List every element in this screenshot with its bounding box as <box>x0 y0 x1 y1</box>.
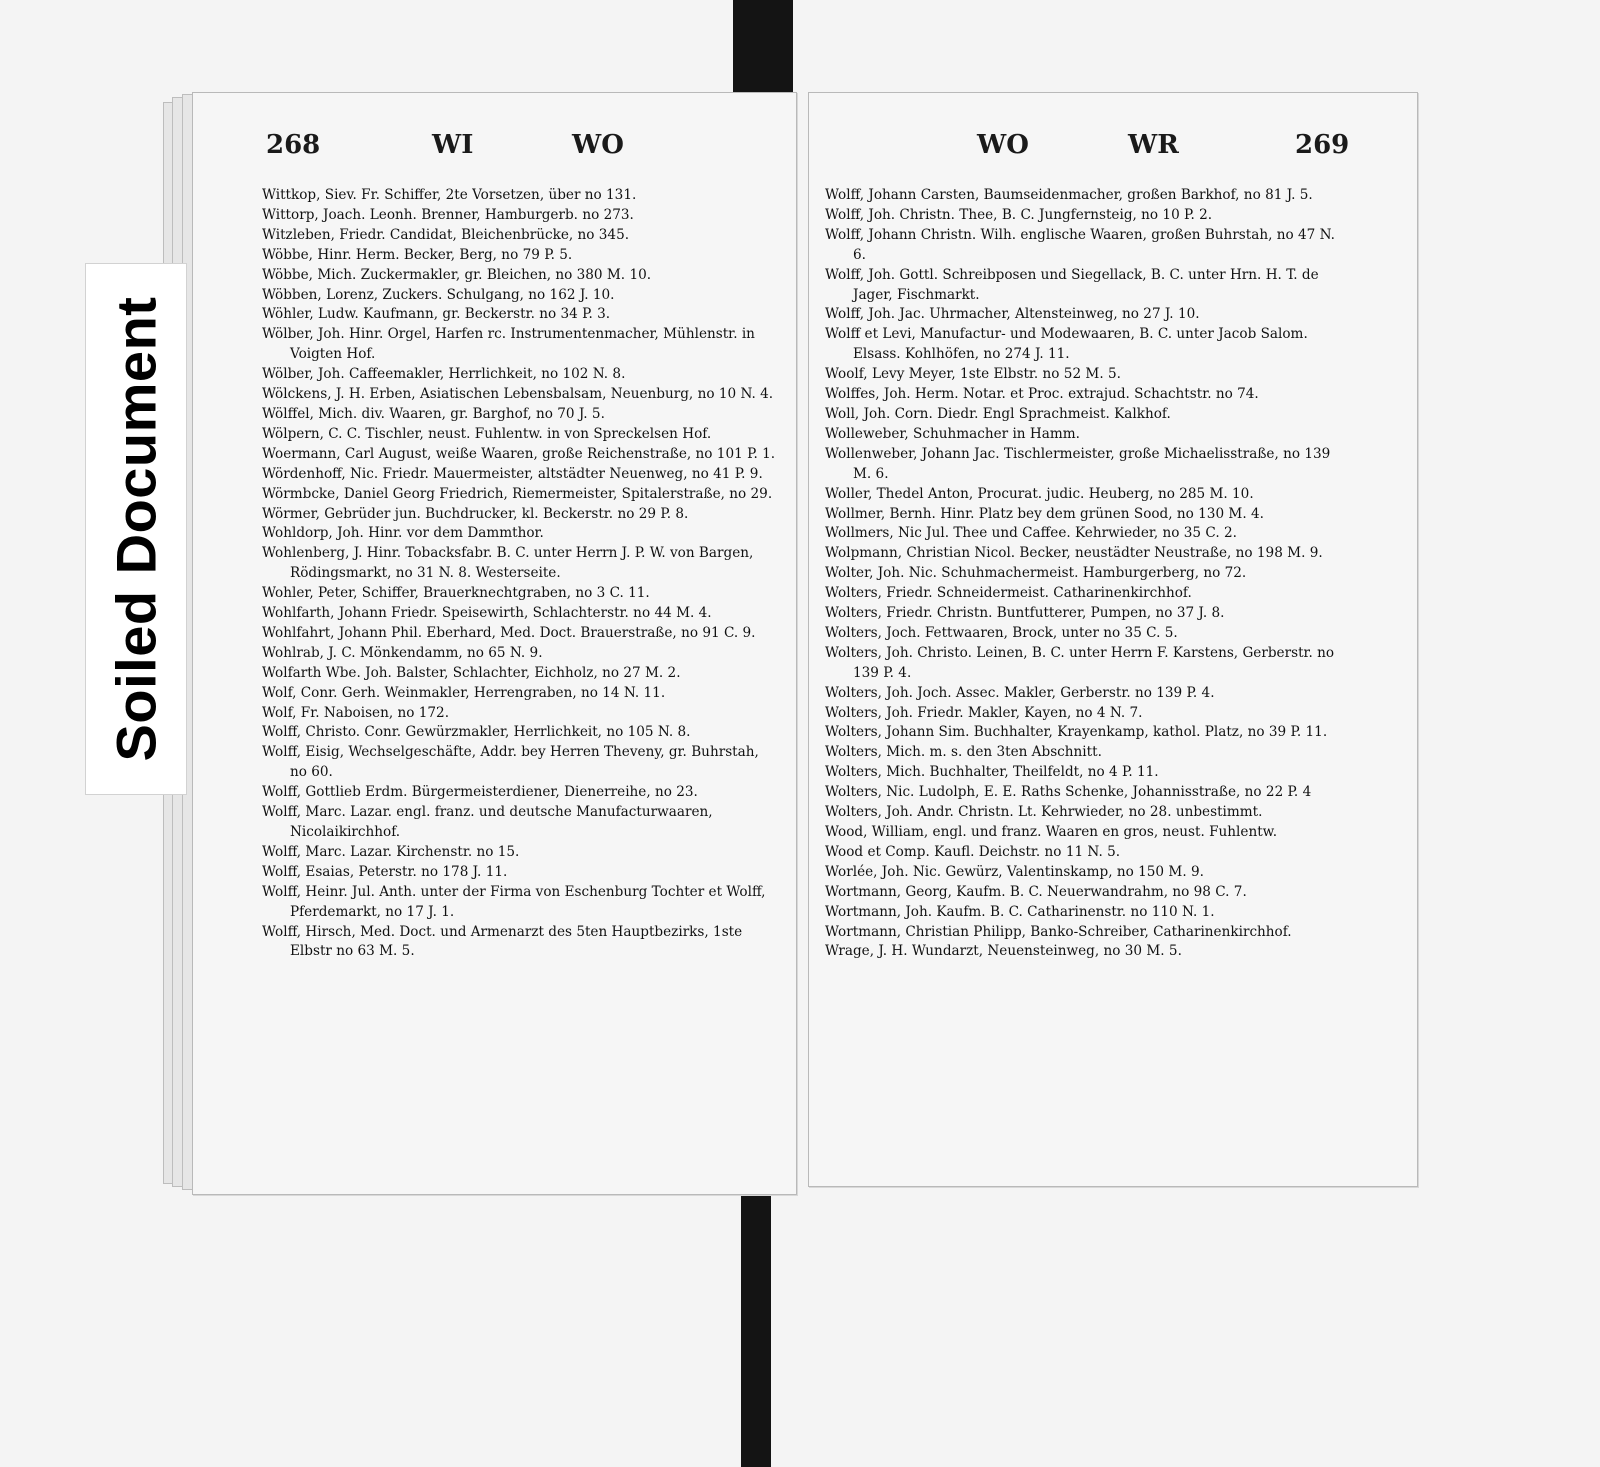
directory-entry: Wolff, Heinr. Jul. Anth. unter der Firma von Eschenburg Tochter et Wolff, Pferdemarkt, no 17 J. 1. <box>262 883 766 920</box>
directory-entry: Wolters, Mich. m. s. den 3ten Abschnitt. <box>825 744 1102 761</box>
label-text: Soiled Document <box>104 296 168 762</box>
right-page-head-right: WR <box>1128 130 1179 160</box>
directory-entry: Wittkop, Siev. Fr. Schiffer, 2te Vorsetzen, über no 131. <box>262 187 637 203</box>
directory-entry: Wolfarth Wbe. Joh. Balster, Schlachter, Eichholz, no 27 M. 2. <box>262 664 681 681</box>
binding-spine-bottom <box>741 1185 771 1467</box>
directory-entry: Wohlfahrt, Johann Phil. Eberhard, Med. Doct. Brauerstraße, no 91 C. 9. <box>262 624 756 641</box>
directory-entry: Wöhler, Ludw. Kaufmann, gr. Beckerstr. no 34 P. 3. <box>262 306 611 323</box>
directory-entry: Wolff, Johann Christn. Wilh. englische Waaren, großen Buhrstah, no 47 N. 6. <box>825 226 1335 263</box>
directory-entry: Wördenhoff, Nic. Friedr. Mauermeister, altstädter Neuenweg, no 41 P. 9. <box>262 465 763 482</box>
directory-entry: Wolters, Friedr. Christn. Buntfutterer, Pumpen, no 37 J. 8. <box>825 605 1225 622</box>
left-page-head-right: WO <box>572 130 624 160</box>
directory-entry: Wöbben, Lorenz, Zuckers. Schulgang, no 162 J. 10. <box>262 286 615 303</box>
directory-entry: Wolters, Joh. Friedr. Makler, Kayen, no 4 N. 7. <box>825 704 1143 721</box>
directory-entry: Wolff, Joh. Jac. Uhrmacher, Altensteinweg, no 27 J. 10. <box>825 306 1200 323</box>
directory-entry: Wolff et Levi, Manufactur- und Modewaaren, B. C. unter Jacob Salom. Elsass. Kohlhöfen, no 274 J. 11. <box>825 326 1308 363</box>
directory-entry: Wörmbcke, Daniel Georg Friedrich, Riemermeister, Spitalerstraße, no 29. <box>262 485 773 502</box>
directory-entry: Woller, Thedel Anton, Procurat. judic. Heuberg, no 285 M. 10. <box>825 485 1254 502</box>
directory-entry: Wolters, Friedr. Schneidermeist. Catharinenkirchhof. <box>825 585 1192 602</box>
directory-entry: Wolffes, Joh. Herm. Notar. et Proc. extrajud. Schachtstr. no 74. <box>825 386 1259 403</box>
right-page-head-left: WO <box>977 130 1029 160</box>
directory-entry: Wolff, Marc. Lazar. Kirchenstr. no 15. <box>262 843 520 860</box>
directory-entry: Wittorp, Joach. Leonh. Brenner, Hamburgerb. no 273. <box>262 206 634 223</box>
directory-entry: Wolters, Johann Sim. Buchhalter, Krayenkamp, kathol. Platz, no 39 P. 11. <box>825 724 1328 741</box>
directory-entry: Wollenweber, Johann Jac. Tischlermeister, große Michaelisstraße, no 139 M. 6. <box>825 445 1331 482</box>
directory-entry: Woolf, Levy Meyer, 1ste Elbstr. no 52 M. 5. <box>825 366 1121 383</box>
directory-entry: Wöbbe, Hinr. Herm. Becker, Berg, no 79 P. 5. <box>262 246 573 263</box>
directory-entry: Woll, Joh. Corn. Diedr. Engl Sprachmeist. Kalkhof. <box>825 405 1171 422</box>
directory-entry: Wolff, Joh. Christn. Thee, B. C. Jungfernsteig, no 10 P. 2. <box>825 206 1213 223</box>
directory-entry: Wood et Comp. Kaufl. Deichstr. no 11 N. 5. <box>825 843 1121 860</box>
directory-entry: Wölckens, J. H. Erben, Asiatischen Lebensbalsam, Neuenburg, no 10 N. 4. <box>262 386 774 403</box>
binding-spine-top <box>733 0 793 100</box>
directory-entry: Wolters, Joh. Joch. Assec. Makler, Gerberstr. no 139 P. 4. <box>825 684 1215 701</box>
directory-entry: Wollmer, Bernh. Hinr. Platz bey dem grünen Sood, no 130 M. 4. <box>825 505 1264 522</box>
directory-entry: Wölber, Joh. Hinr. Orgel, Harfen rc. Instrumentenmacher, Mühlenstr. in Voigten Hof. <box>262 326 755 363</box>
directory-entry: Wölber, Joh. Caffeemakler, Herrlichkeit, no 102 N. 8. <box>262 366 626 383</box>
directory-entry: Woermann, Carl August, weiße Waaren, große Reichenstraße, no 101 P. 1. <box>262 445 776 462</box>
right-page-entries <box>825 186 1343 962</box>
directory-entry: Worlée, Joh. Nic. Gewürz, Valentinskamp, no 150 M. 9. <box>825 863 1204 880</box>
directory-entry: Wolf, Fr. Naboisen, no 172. <box>262 704 450 721</box>
directory-entry: Wolpmann, Christian Nicol. Becker, neustädter Neustraße, no 198 M. 9. <box>825 545 1323 562</box>
directory-entry: Wolters, Nic. Ludolph, E. E. Raths Schenke, Johannisstraße, no 22 P. 4 <box>825 784 1312 801</box>
directory-entry: Wolleweber, Schuhmacher in Hamm. <box>825 425 1080 442</box>
directory-entry: Wölffel, Mich. div. Waaren, gr. Barghof, no 70 J. 5. <box>262 405 605 422</box>
directory-entry: Wortmann, Joh. Kaufm. B. C. Catharinenstr. no 110 N. 1. <box>825 903 1215 920</box>
directory-entry: Wolff, Joh. Gottl. Schreibposen und Siegellack, B. C. unter Hrn. H. T. de Jager, Fischmarkt. <box>825 266 1319 303</box>
directory-entry: Wolff, Hirsch, Med. Doct. und Armenarzt des 5ten Hauptbezirks, 1ste Elbstr no 63 M. 5. <box>262 923 743 960</box>
directory-entry: Witzleben, Friedr. Candidat, Bleichenbrücke, no 345. <box>262 226 630 243</box>
left-page-head-left: WI <box>432 130 474 160</box>
soiled-document-label <box>85 263 187 795</box>
directory-entry: Wolff, Esaias, Peterstr. no 178 J. 11. <box>262 863 508 880</box>
directory-entry: Wolters, Joh. Christo. Leinen, B. C. unter Herrn F. Karstens, Gerberstr. no 139 P. 4. <box>825 644 1335 681</box>
directory-entry: Wolters, Joch. Fettwaaren, Brock, unter no 35 C. 5. <box>825 624 1178 641</box>
directory-entry: Wolters, Joh. Andr. Christn. Lt. Kehrwieder, no 28. unbestimmt. <box>825 804 1263 821</box>
directory-entry: Wolff, Eisig, Wechselgeschäfte, Addr. bey Herren Theveny, gr. Buhrstah, no 60. <box>262 744 759 781</box>
directory-entry: Wollmers, Nic Jul. Thee und Caffee. Kehrwieder, no 35 C. 2. <box>825 525 1237 542</box>
directory-entry: Wortmann, Georg, Kaufm. B. C. Neuerwandrahm, no 98 C. 7. <box>825 883 1247 900</box>
directory-entry: Wörmer, Gebrüder jun. Buchdrucker, kl. Beckerstr. no 29 P. 8. <box>262 505 689 522</box>
directory-entry: Wohldorp, Joh. Hinr. vor dem Dammthor. <box>262 525 544 542</box>
left-page-number: 268 <box>266 130 321 160</box>
directory-entry: Wolter, Joh. Nic. Schuhmachermeist. Hamburgerberg, no 72. <box>825 565 1247 582</box>
directory-entry: Wolff, Christo. Conr. Gewürzmakler, Herrlichkeit, no 105 N. 8. <box>262 724 691 741</box>
directory-entry: Wohlrab, J. C. Mönkendamm, no 65 N. 9. <box>262 644 543 661</box>
directory-entry: Wolters, Mich. Buchhalter, Theilfeldt, no 4 P. 11. <box>825 764 1159 781</box>
directory-entry: Wortmann, Christian Philipp, Banko-Schreiber, Catharinenkirchhof. <box>825 923 1292 940</box>
directory-entry: Wolf, Conr. Gerh. Weinmakler, Herrengraben, no 14 N. 11. <box>262 684 666 701</box>
directory-entry: Wohlenberg, J. Hinr. Tobacksfabr. B. C. unter Herrn J. P. W. von Bargen, Rödingsmarkt, no 31 N. 8. Westerseite. <box>262 545 754 582</box>
directory-entry: Wohlfarth, Johann Friedr. Speisewirth, Schlachterstr. no 44 M. 4. <box>262 605 712 622</box>
directory-entry: Wohler, Peter, Schiffer, Brauerknechtgraben, no 3 C. 11. <box>262 585 650 602</box>
right-page-number: 269 <box>1295 130 1350 160</box>
directory-entry: Wöbbe, Mich. Zuckermakler, gr. Bleichen, no 380 M. 10. <box>262 266 652 283</box>
directory-entry: Wölpern, C. C. Tischler, neust. Fuhlentw. in von Spreckelsen Hof. <box>262 425 712 442</box>
directory-entry: Wood, William, engl. und franz. Waaren en gros, neust. Fuhlentw. <box>825 824 1278 840</box>
left-page-entries <box>262 186 779 962</box>
directory-entry: Wolff, Johann Carsten, Baumseidenmacher, großen Barkhof, no 81 J. 5. <box>825 187 1313 203</box>
directory-entry: Wolff, Marc. Lazar. engl. franz. und deutsche Manufacturwaaren, Nicolaikirchhof. <box>262 804 713 840</box>
directory-entry: Wrage, J. H. Wundarzt, Neuensteinweg, no 30 M. 5. <box>825 943 1182 960</box>
directory-entry: Wolff, Gottlieb Erdm. Bürgermeisterdiener, Dienerreihe, no 23. <box>262 784 698 801</box>
